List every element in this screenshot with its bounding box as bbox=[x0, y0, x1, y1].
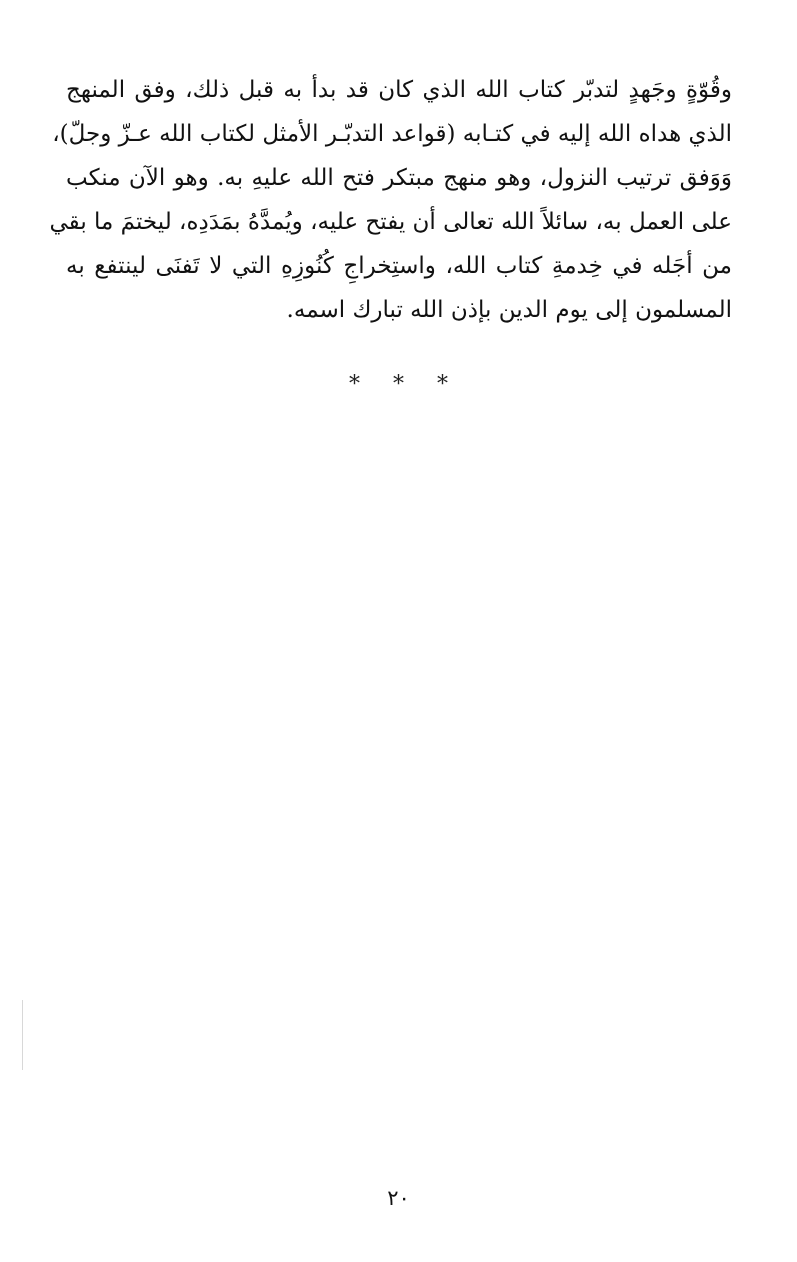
separator-asterisk-1: * bbox=[349, 372, 360, 397]
paragraph-line-4: على العمل به، سائلاً الله تعالى أن يفتح عليه، ويُمدَّهُ بمَدَدِه، ليختمَ ما بقي bbox=[49, 209, 732, 235]
separator-asterisk-3: * bbox=[437, 372, 448, 397]
paragraph-line-1: وقُوّةٍ وجَهدٍ لتدبّر كتاب الله الذي كان قد بدأ به قبل ذلك، وفق المنهج bbox=[66, 77, 732, 103]
section-separator bbox=[0, 372, 797, 397]
paragraph-line-2: الذي هداه الله إليه في كتـابه (قواعد التدبّـر الأمثل لكتاب الله عـزّ وجلّ)، bbox=[52, 121, 732, 147]
page-number: ٢٠ bbox=[387, 1186, 410, 1210]
paragraph-line-3: وَوَفق ترتيب النزول، وهو منهج مبتكر فتح الله عليهِ به. وهو الآن منكب bbox=[66, 165, 732, 191]
separator-asterisk-2: * bbox=[393, 372, 404, 397]
scan-edge-mark bbox=[22, 1000, 23, 1070]
paragraph-line-6: المسلمون إلى يوم الدين بإذن الله تبارك اسمه. bbox=[286, 297, 732, 323]
body-paragraph bbox=[49, 68, 732, 332]
paragraph-line-5: من أجَله في خِدمةِ كتاب الله، واستِخراجِ كُنُوزِهِ التي لا تَفنَى لينتفع به bbox=[66, 253, 732, 279]
